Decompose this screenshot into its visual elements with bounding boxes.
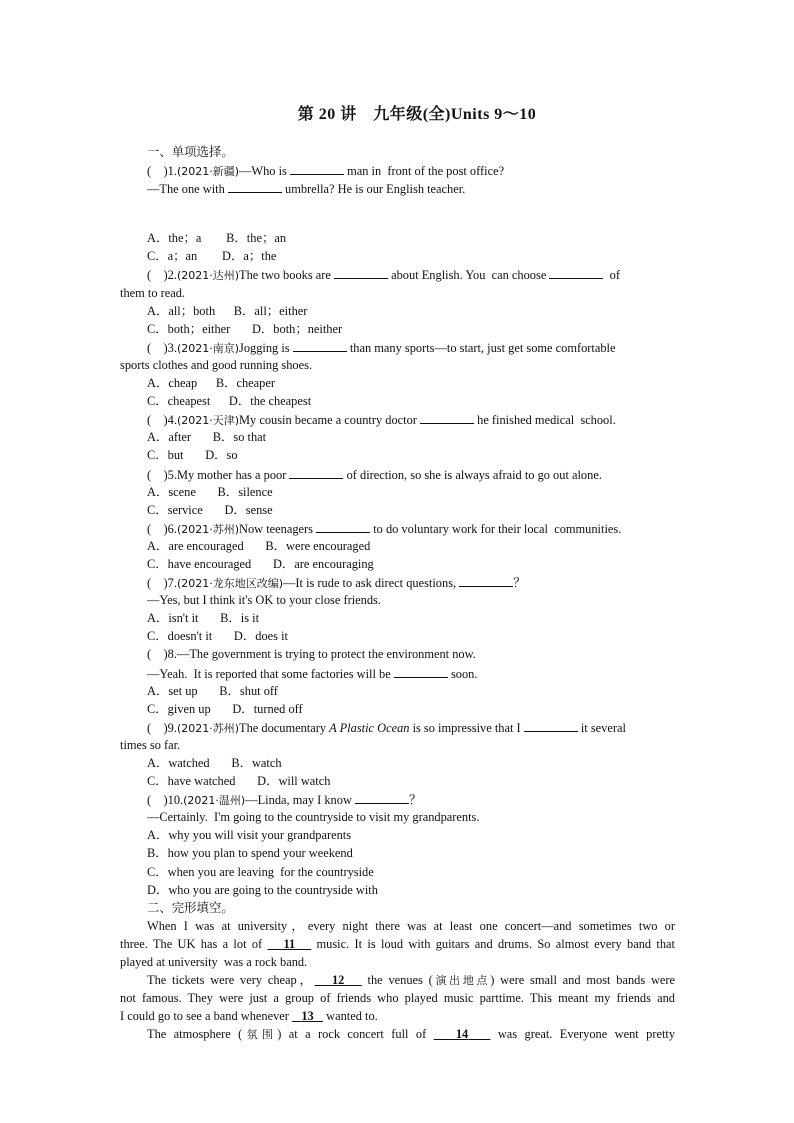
question-3-options-ab: A．cheap B．cheaper: [147, 376, 275, 391]
cloze-blank-13: 13: [301, 1009, 314, 1024]
question-7-options-ab: A．isn't it B．is it: [147, 611, 260, 626]
question-1-options-cd: C．a；an D．a；the: [147, 249, 277, 264]
answer-blank: [420, 410, 474, 424]
question-9-options-ab: A．watched B．watch: [147, 756, 282, 770]
question-2-options-ab: A．all；both B．all；either: [147, 303, 308, 318]
question-9-continued: times so far.: [120, 737, 181, 752]
answer-blank: [355, 790, 409, 804]
question-5-options-ab: A．scene B．silence: [147, 484, 273, 499]
question-5-options-cd: C．service D．sense: [147, 502, 273, 517]
question-7-options-cd: C．doesn't it D．does it: [147, 629, 288, 644]
cloze-paragraph-1-line-2: three. The UK has a lot of 11 music. It is loud with guitars and drums. So almost every band that: [120, 936, 675, 951]
answer-blank: [459, 573, 513, 587]
answer-blank: [290, 161, 344, 175]
answer-blank: [316, 519, 370, 533]
question-4: ( )4.(2021·天津)My cousin became a country doctor he finished medical school.: [120, 410, 675, 428]
cloze-blank-14: 14: [455, 1027, 469, 1042]
question-8-reply: —Yeah. It is reported that some factories will be soon.: [120, 664, 675, 682]
question-3-options-cd: C．cheapest D．the cheapest: [147, 394, 312, 409]
question-4-options-ab: A．after B．so that: [147, 430, 267, 445]
cloze-paragraph-1-line-1: When I was at university，every night there was at least one concert—and sometimes two or: [147, 918, 675, 933]
question-8-options-ab: A．set up B．shut off: [147, 683, 278, 698]
question-8-options-cd: C．given up D．turned off: [147, 701, 303, 716]
cloze-paragraph-3-line-1: The atmosphere (氛围) at a rock concert full of 14 was great. Everyone went pretty: [147, 1027, 676, 1042]
question-7: ( )7.(2021·龙东地区改编)—It is rude to ask direct questions, ？: [120, 573, 675, 591]
cloze-paragraph-2-line-2: not famous. They were just a group of friends who played music parttime. This meant my friends and: [120, 991, 675, 1006]
question-1: ( )1.(2021·新疆)—Who is man in front of the post office?: [120, 161, 675, 179]
question-8: ( )8.—The government is trying to protect the environment now.: [147, 647, 476, 662]
answer-blank: [289, 465, 343, 479]
question-6: ( )6.(2021·苏州)Now teenagers to do voluntary work for their local communities.: [120, 519, 675, 537]
question-2-continued: them to read.: [120, 285, 186, 300]
answer-blank: [334, 265, 388, 279]
question-1-reply: —The one with umbrella? He is our English teacher.: [120, 179, 675, 197]
question-10-option-b: B．how you plan to spend your weekend: [147, 846, 353, 861]
question-9: ( )9.(2021·苏州)The documentary A Plastic Ocean is so impressive that I it several: [120, 718, 675, 736]
answer-blank: [293, 338, 347, 352]
answer-blank: [228, 179, 282, 193]
question-5: ( )5.My mother has a poor of direction, so she is always afraid to go out alone.: [120, 465, 675, 483]
question-10: ( )10.(2021·温州)—Linda, may I know ？: [120, 790, 675, 808]
question-2-options-cd: C．both；either D．both；neither: [147, 321, 343, 336]
question-3-continued: sports clothes and good running shoes.: [120, 357, 313, 372]
question-7-reply: —Yes, but I think it's OK to your close friends.: [147, 593, 381, 608]
cloze-blank-12: 12: [331, 973, 345, 988]
answer-blank: [549, 265, 603, 279]
question-1-options-ab: A．the；a B．the；an: [147, 231, 287, 246]
question-10-option-d: D．who you are going to the countryside with: [147, 882, 378, 897]
question-6-options-ab: A．are encouraged B．were encouraged: [147, 538, 371, 553]
question-10-option-c: C．when you are leaving for the countryside: [147, 864, 374, 879]
section-heading-cloze: 二、完形填空。: [147, 900, 234, 915]
worksheet-content: [120, 143, 675, 1044]
answer-blank: [524, 718, 578, 732]
question-4-options-cd: C．but D．so: [147, 448, 238, 463]
cloze-paragraph-1-line-3: played at university was a rock band.: [120, 955, 308, 970]
answer-blank: [394, 664, 448, 678]
question-10-reply: —Certainly. I'm going to the countryside to visit my grandparents.: [147, 810, 480, 825]
question-6-options-cd: C．have encouraged D．are encouraging: [147, 556, 374, 571]
cloze-paragraph-2-line-1: The tickets were very cheap， 12 the venues (演出地点) were small and most bands were: [147, 973, 676, 988]
cloze-blank-11: 11: [283, 936, 296, 951]
section-heading-single-choice: 一、单项选择。: [147, 145, 234, 159]
page-title: 第 20 讲 九年级(全)Units 9～10: [297, 106, 537, 123]
question-10-option-a: A．why you will visit your grandparents: [147, 828, 352, 843]
cloze-paragraph-2-line-3: I could go to see a band whenever 13 wanted to.: [120, 1009, 378, 1024]
question-9-options-cd: C．have watched D．will watch: [147, 774, 331, 789]
question-3: ( )3.(2021·南京)Jogging is than many sports—to start, just get some comfortable: [120, 338, 675, 356]
question-2: ( )2.(2021·达州)The two books are about English. You can choose of: [120, 265, 675, 283]
